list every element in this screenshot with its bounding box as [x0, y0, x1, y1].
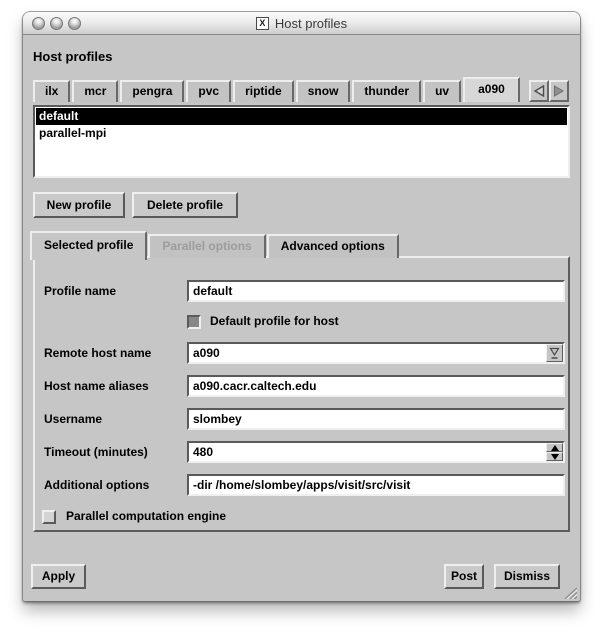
window-title: Host profiles — [274, 15, 348, 31]
host-aliases-label: Host name aliases — [44, 379, 149, 393]
apply-button[interactable]: Apply — [31, 564, 86, 589]
page-title: Host profiles — [33, 49, 113, 64]
tab-advanced-options[interactable]: Advanced options — [267, 234, 399, 258]
delete-profile-button[interactable]: Delete profile — [132, 192, 238, 218]
close-button[interactable] — [32, 17, 45, 30]
host-aliases-field — [187, 375, 565, 397]
x11-icon: X — [256, 17, 269, 30]
spin-down-icon — [551, 454, 559, 460]
additional-options-input[interactable] — [187, 474, 565, 496]
zoom-button[interactable] — [68, 17, 81, 30]
option-tab-bar — [30, 229, 400, 258]
profile-list — [33, 105, 570, 178]
list-item-default[interactable]: default — [36, 108, 567, 125]
host-tab-thunder[interactable]: thunder — [352, 80, 421, 102]
host-tab-a090[interactable]: a090 — [463, 77, 520, 102]
username-input[interactable] — [187, 408, 565, 430]
additional-options-label: Additional options — [44, 478, 150, 492]
list-item-parallel-mpi[interactable]: parallel-mpi — [39, 126, 107, 140]
tab-parallel-options: Parallel options — [148, 234, 265, 258]
additional-options-field — [187, 474, 565, 496]
remote-host-label: Remote host name — [44, 346, 152, 360]
host-tab-pengra[interactable]: pengra — [120, 80, 184, 102]
profile-name-field — [187, 280, 565, 302]
dialog-content — [23, 36, 580, 601]
spin-down-button[interactable] — [546, 452, 563, 461]
titlebar[interactable] — [23, 12, 580, 35]
minimize-button[interactable] — [50, 17, 63, 30]
host-profiles-window — [23, 12, 580, 601]
new-profile-button[interactable]: New profile — [33, 192, 125, 218]
host-tab-snow[interactable]: snow — [296, 80, 351, 102]
titlebar-buttons — [32, 17, 81, 30]
profile-name-label: Profile name — [44, 284, 117, 298]
spin-up-icon — [551, 445, 559, 451]
timeout-label: Timeout (minutes) — [44, 445, 148, 459]
host-aliases-input[interactable] — [187, 375, 565, 397]
remote-host-combo-button[interactable] — [546, 344, 563, 362]
timeout-input[interactable] — [187, 441, 565, 463]
tab-scroll-left-icon — [533, 85, 545, 97]
resize-grip[interactable] — [562, 586, 577, 599]
combo-arrow-icon — [549, 347, 560, 360]
spin-up-button[interactable] — [546, 443, 563, 452]
tab-selected-profile[interactable]: Selected profile — [30, 231, 147, 260]
tab-scroll-right-button[interactable] — [549, 80, 569, 102]
remote-host-field — [187, 342, 565, 364]
tab-scroll-arrows — [529, 80, 569, 102]
host-tab-uv[interactable]: uv — [423, 80, 461, 102]
parallel-engine-checkbox-label[interactable]: Parallel computation engine — [66, 509, 227, 523]
host-tab-ilx[interactable]: ilx — [33, 80, 70, 102]
host-tab-riptide[interactable]: riptide — [233, 80, 294, 102]
dismiss-button[interactable]: Dismiss — [494, 564, 560, 589]
post-button[interactable]: Post — [444, 564, 484, 589]
host-tab-pvc[interactable]: pvc — [186, 80, 231, 102]
default-profile-checkbox-label[interactable]: Default profile for host — [210, 314, 339, 328]
profile-name-input[interactable] — [187, 280, 565, 302]
timeout-stepper — [546, 443, 563, 461]
username-label: Username — [44, 412, 103, 426]
tab-scroll-left-button[interactable] — [529, 80, 549, 102]
timeout-field — [187, 441, 565, 463]
default-profile-checkbox[interactable] — [187, 315, 201, 329]
parallel-engine-checkbox[interactable] — [42, 510, 56, 524]
selected-profile-panel — [33, 256, 570, 532]
tab-scroll-right-icon — [553, 85, 565, 97]
username-field — [187, 408, 565, 430]
host-tab-bar — [33, 77, 527, 102]
host-tab-mcr[interactable]: mcr — [72, 80, 118, 102]
remote-host-input[interactable] — [187, 342, 565, 364]
